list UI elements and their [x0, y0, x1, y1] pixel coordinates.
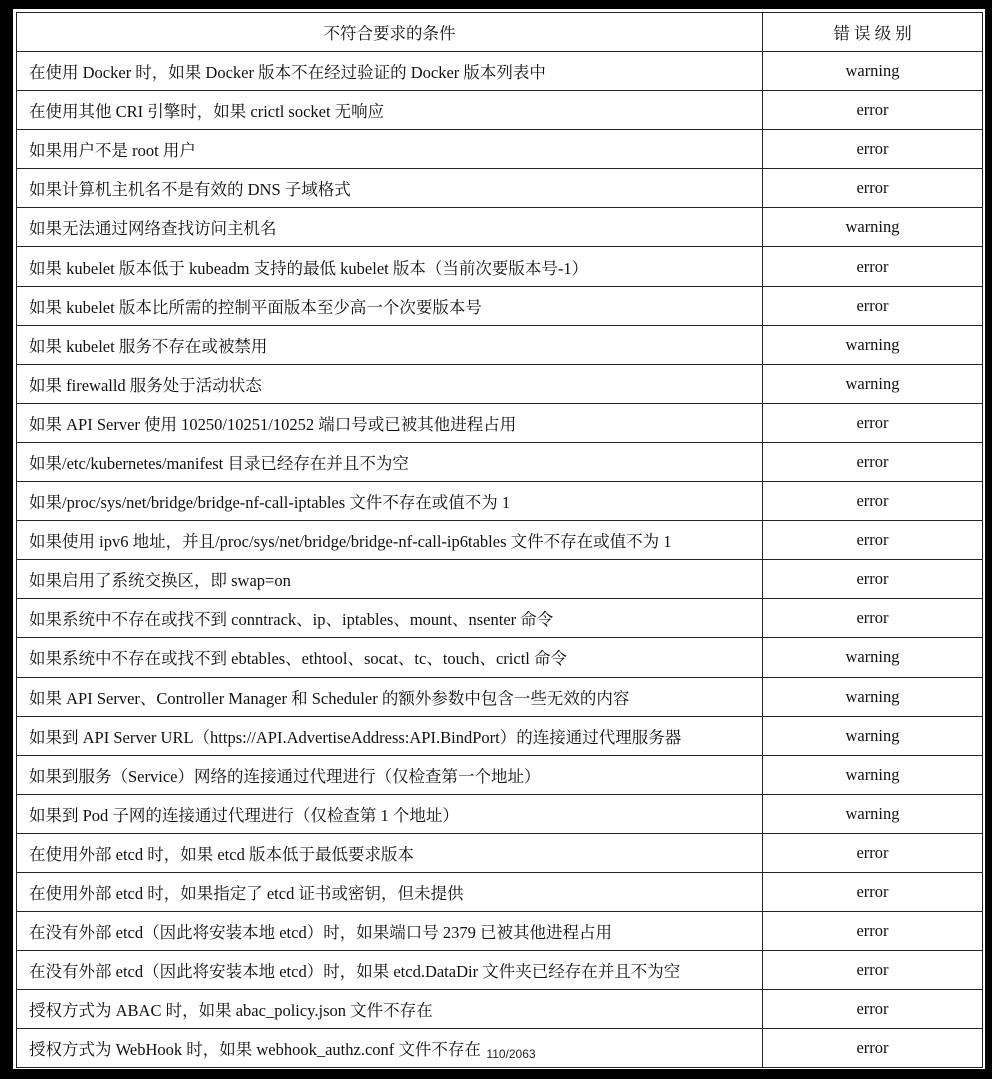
- error-level-cell: error: [763, 833, 983, 872]
- condition-cell: 在没有外部 etcd（因此将安装本地 etcd）时，如果端口号 2379 已被其他进程占用: [17, 912, 763, 951]
- table-row: [17, 325, 983, 364]
- table-row: [17, 442, 983, 481]
- table-row: [17, 638, 983, 677]
- error-level-cell: error: [763, 91, 983, 130]
- table-row: [17, 599, 983, 638]
- error-level-cell: error: [763, 951, 983, 990]
- error-level-cell: warning: [763, 638, 983, 677]
- condition-cell: 如果使用 ipv6 地址，并且/proc/sys/net/bridge/bridge-nf-call-ip6tables 文件不存在或值不为 1: [17, 521, 763, 560]
- error-level-cell: error: [763, 403, 983, 442]
- table-row: [17, 716, 983, 755]
- error-level-cell: error: [763, 286, 983, 325]
- condition-cell: 如果 API Server 使用 10250/10251/10252 端口号或已被其他进程占用: [17, 403, 763, 442]
- condition-cell: 如果 kubelet 版本低于 kubeadm 支持的最低 kubelet 版本（当前次要版本号-1）: [17, 247, 763, 286]
- table-row: [17, 833, 983, 872]
- table-row: [17, 872, 983, 911]
- error-level-cell: warning: [763, 677, 983, 716]
- condition-cell: 如果 API Server、Controller Manager 和 Scheduler 的额外参数中包含一些无效的内容: [17, 677, 763, 716]
- condition-cell: 如果到 API Server URL（https://API.AdvertiseAddress:API.BindPort）的连接通过代理服务器: [17, 716, 763, 755]
- condition-cell: 如果无法通过网络查找访问主机名: [17, 208, 763, 247]
- condition-cell: 如果到 Pod 子网的连接通过代理进行（仅检查第 1 个地址）: [17, 794, 763, 833]
- table-body: [17, 52, 983, 1068]
- error-level-cell: error: [763, 912, 983, 951]
- error-level-cell: error: [763, 872, 983, 911]
- error-level-cell: warning: [763, 794, 983, 833]
- table-row: [17, 91, 983, 130]
- table-header-row: [17, 13, 983, 52]
- preflight-checks-table: [16, 12, 983, 1068]
- error-level-cell: error: [763, 130, 983, 169]
- error-level-cell: error: [763, 599, 983, 638]
- page-indicator-text: 110/2063: [486, 1047, 536, 1061]
- error-level-cell: error: [763, 247, 983, 286]
- error-level-cell: warning: [763, 364, 983, 403]
- condition-cell: 授权方式为 WebHook 时，如果 webhook_authz.conf 文件不存在: [17, 1029, 763, 1068]
- table-row: [17, 247, 983, 286]
- table-row: [17, 1029, 983, 1068]
- condition-cell: 如果到服务（Service）网络的连接通过代理进行（仅检查第一个地址）: [17, 755, 763, 794]
- table-row: [17, 794, 983, 833]
- condition-cell: 在使用外部 etcd 时，如果指定了 etcd 证书或密钥，但未提供: [17, 872, 763, 911]
- condition-cell: 如果计算机主机名不是有效的 DNS 子域格式: [17, 169, 763, 208]
- error-level-cell: warning: [763, 208, 983, 247]
- condition-cell: 如果用户不是 root 用户: [17, 130, 763, 169]
- condition-cell: 在使用其他 CRI 引擎时，如果 crictl socket 无响应: [17, 91, 763, 130]
- table-row: [17, 130, 983, 169]
- error-level-cell: error: [763, 442, 983, 481]
- condition-cell: 在使用 Docker 时，如果 Docker 版本不在经过验证的 Docker 版本列表中: [17, 52, 763, 91]
- condition-cell: 如果/etc/kubernetes/manifest 目录已经存在并且不为空: [17, 442, 763, 481]
- condition-cell: 如果系统中不存在或找不到 ebtables、ethtool、socat、tc、touch、crictl 命令: [17, 638, 763, 677]
- table-row: [17, 364, 983, 403]
- condition-cell: 授权方式为 ABAC 时，如果 abac_policy.json 文件不存在: [17, 990, 763, 1029]
- table-row: [17, 990, 983, 1029]
- condition-cell: 在使用外部 etcd 时，如果 etcd 版本低于最低要求版本: [17, 833, 763, 872]
- condition-cell: 如果启用了系统交换区，即 swap=on: [17, 560, 763, 599]
- condition-cell: 如果系统中不存在或找不到 conntrack、ip、iptables、mount、nsenter 命令: [17, 599, 763, 638]
- error-level-cell: warning: [763, 716, 983, 755]
- table-row: [17, 521, 983, 560]
- document-page: [13, 9, 985, 1069]
- error-level-cell: error: [763, 990, 983, 1029]
- error-level-cell: error: [763, 560, 983, 599]
- condition-cell: 在没有外部 etcd（因此将安装本地 etcd）时，如果 etcd.DataDir 文件夹已经存在并且不为空: [17, 951, 763, 990]
- table-row: [17, 951, 983, 990]
- table-row: [17, 482, 983, 521]
- header-error-level: 错 误 级 别: [763, 13, 983, 52]
- table-row: [17, 286, 983, 325]
- table-row: [17, 912, 983, 951]
- table-row: [17, 403, 983, 442]
- condition-cell: 如果/proc/sys/net/bridge/bridge-nf-call-iptables 文件不存在或值不为 1: [17, 482, 763, 521]
- condition-cell: 如果 kubelet 服务不存在或被禁用: [17, 325, 763, 364]
- error-level-cell: warning: [763, 755, 983, 794]
- table-row: [17, 169, 983, 208]
- table-row: [17, 560, 983, 599]
- error-level-cell: warning: [763, 52, 983, 91]
- table-row: [17, 677, 983, 716]
- header-condition: 不符合要求的条件: [17, 13, 763, 52]
- table-row: [17, 755, 983, 794]
- table-row: [17, 208, 983, 247]
- error-level-cell: error: [763, 169, 983, 208]
- condition-cell: 如果 firewalld 服务处于活动状态: [17, 364, 763, 403]
- table-row: [17, 52, 983, 91]
- error-level-cell: error: [763, 1029, 983, 1068]
- error-level-cell: warning: [763, 325, 983, 364]
- error-level-cell: error: [763, 482, 983, 521]
- condition-cell: 如果 kubelet 版本比所需的控制平面版本至少高一个次要版本号: [17, 286, 763, 325]
- error-level-cell: error: [763, 521, 983, 560]
